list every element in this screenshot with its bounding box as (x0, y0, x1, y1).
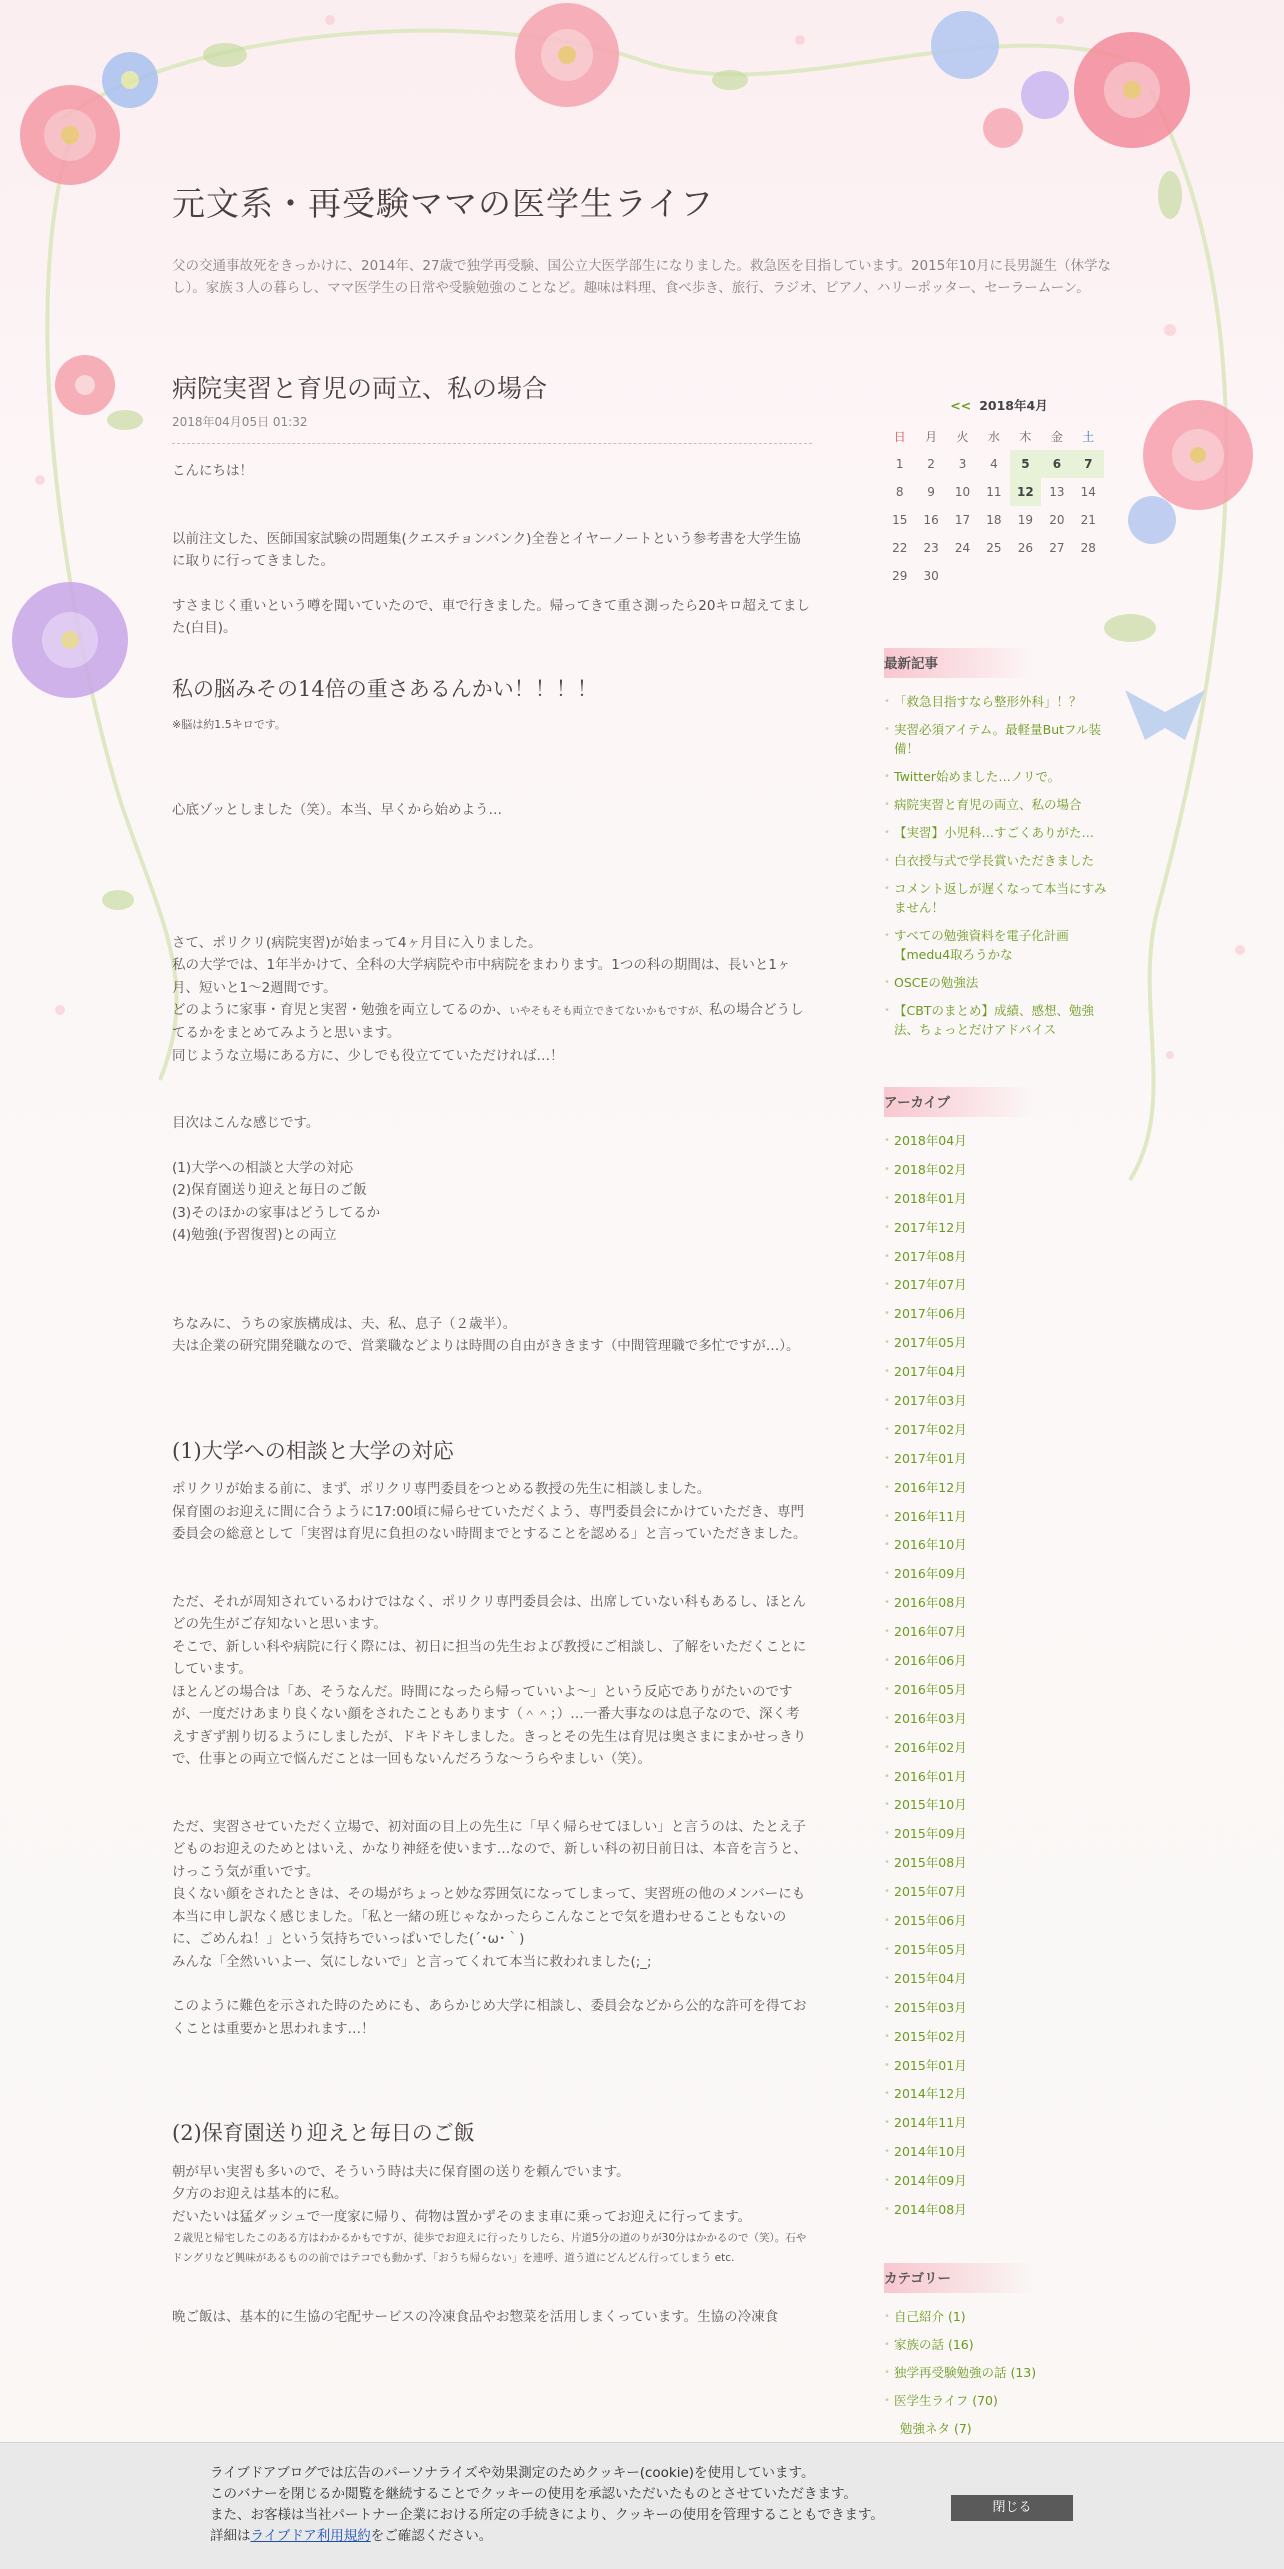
post-paragraph: ただ、実習させていただく立場で、初対面の目上の先生に「早く帰らせてほしい」と言うのは、たとえ子どものお迎えのためとはいえ、かなり神経を使います…なので、新しい科の初日前日は、本音を言うと、けっこう気が重いです。 (172, 1818, 808, 1880)
post-paragraph: さて、ポリクリ(病院実習)が始まって4ヶ月目に入りました。 (172, 934, 542, 951)
recent-post-link[interactable]: • 白衣授与式で学長賞いただきました (884, 851, 1114, 870)
calendar-day: 26 (1017, 541, 1034, 555)
recent-post-link[interactable]: • コメント返しが遅くなって本当にすみません！ (884, 879, 1114, 917)
calendar-day: 1 (895, 457, 904, 471)
sidebar (884, 396, 1114, 2438)
archive-link[interactable]: • 2017年07月 (884, 1275, 1114, 1294)
archive-link[interactable]: • 2016年11月 (884, 1507, 1114, 1526)
calendar-day: 14 (1080, 485, 1096, 499)
flower-top-left (20, 52, 158, 185)
archive-link[interactable]: • 2014年12月 (884, 2084, 1114, 2103)
calendar-day (1010, 562, 1042, 590)
section-2-body (172, 2161, 812, 2329)
archive-link[interactable]: • 2016年03月 (884, 1709, 1114, 1728)
calendar-table (884, 422, 1104, 590)
post-paragraph: 良くない顔をされたときは、その場がちょっと妙な雰囲気になってしまって、実習班の他のメンバーにも本当に申し訳なく感じました。「私と一緒の班じゃなかったらこんなことで気を遣わせることもないのに、ごめんね！」という気持ちでいっぱいでした(´･ω･｀) (172, 1886, 806, 1947)
calendar-week (884, 534, 1104, 562)
recent-posts-widget (884, 648, 1114, 1039)
post-date: 2018年04月05日 01:32 (172, 411, 812, 445)
calendar-weekday: 土 (1082, 429, 1095, 444)
small-text: いやそもそも両立できてないかもですが、 (509, 1005, 709, 1017)
calendar-weekday: 水 (987, 429, 1000, 444)
calendar-day (978, 562, 1009, 590)
calendar-day[interactable]: 5 (1010, 450, 1042, 478)
cookie-close-button[interactable]: 閉じる (951, 2495, 1073, 2521)
calendar-day: 27 (1049, 541, 1065, 555)
calendar-day (1041, 562, 1072, 590)
toc-item: (2)保育園送り迎えと毎日のご飯 (172, 1182, 367, 1198)
calendar-weekday: 木 (1019, 429, 1032, 444)
calendar-week (884, 478, 1104, 506)
archive-link[interactable]: • 2015年06月 (884, 1911, 1114, 1930)
calendar-header (884, 396, 1114, 414)
post-heading: 私の脳みその14倍の重さあるんかい！！！！ (172, 676, 598, 701)
archive-link[interactable]: • 2017年06月 (884, 1304, 1114, 1323)
archive-link[interactable]: • 2015年04月 (884, 1969, 1114, 1988)
post-paragraph: こんにちは！ (172, 463, 253, 479)
post-paragraph: すさまじく重いという噂を聞いていたので、車で行きました。帰ってきて重さ測ったら20キロ超えてました(白目)。 (172, 597, 810, 636)
archive-link[interactable]: • 2016年01月 (884, 1767, 1114, 1786)
recent-post-link[interactable]: • 【実習】小児科…すごくありがた… (884, 823, 1114, 842)
post-paragraph: 以前注文した、医師国家試験の問題集(クエスチョンバンク)全巻とイヤーノートという参考書を大学生協に取りに行ってきました。 (172, 530, 801, 569)
post-paragraph: 保育園のお迎えに間に合うように17:00頃に帰らせていただくよう、専門委員会にかけていただき、専門委員会の総意として「実習は育児に負担のない時間までとすることを認める」と言っていただきました。 (172, 1503, 807, 1542)
blog-description: 父の交通事故死をきっかけに、2014年、27歳で独学再受験、国公立大医学部生になりました。救急医を目指しています。2015年10月に長男誕生（休学なし）。家族３人の暮らし、ママ医学生の日常や受験勉強のことなど。趣味は料理、食べ歩き、旅行、ラジオ、ピアノ、ハリーポッター、セーラームーン。 (172, 258, 1111, 296)
post-paragraph: ポリクリが始まる前に、まず、ポリクリ専門委員をつとめる教授の先生に相談しました。 (172, 1481, 711, 1497)
toc-item: (4)勉強(予習復習)との両立 (172, 1227, 337, 1243)
calendar-day: 28 (1080, 541, 1096, 555)
post-paragraph: 同じような立場にある方に、少しでも役立てていただければ…！ (172, 1047, 564, 1064)
archive-link[interactable]: • 2018年01月 (884, 1189, 1114, 1208)
archive-link[interactable]: • 2016年02月 (884, 1738, 1114, 1757)
calendar-day: 24 (954, 541, 971, 555)
archive-link[interactable]: • 2015年10月 (884, 1795, 1114, 1814)
text-span: をご確認ください。 (370, 2528, 493, 2544)
toc-item: (1)大学への相談と大学の対応 (172, 1159, 354, 1176)
terms-link[interactable]: ライブドア利用規約 (250, 2528, 371, 2544)
post-title[interactable]: 病院実習と育児の両立、私の場合 (172, 374, 548, 403)
calendar-day: 11 (986, 485, 1002, 499)
calendar-day[interactable]: 12 (1010, 478, 1042, 506)
post-paragraph: このように難色を示された時のためにも、あらかじめ大学に相談し、委員会などから公的な許可を得ておくことは重要かと思われます…！ (172, 1998, 807, 2037)
archive-link[interactable]: • 2016年05月 (884, 1680, 1114, 1699)
archive-link[interactable]: • 2014年11月 (884, 2113, 1114, 2132)
recent-post-link[interactable]: • 病院実習と育児の両立、私の場合 (884, 795, 1114, 814)
category-link[interactable]: • 家族の話 (16) (884, 2335, 1114, 2354)
calendar-day[interactable]: 7 (1073, 450, 1104, 478)
post-paragraph: ただ、それが周知されているわけではなく、ポリクリ専門委員会は、出席していない科もあるし、ほとんどの先生がご存知ないと思います。 (172, 1593, 806, 1632)
calendar-weekday: 月 (925, 429, 938, 444)
archive-link[interactable]: • 2017年04月 (884, 1362, 1114, 1381)
cookie-line: このバナーを閉じるか閲覧を継続することでクッキーの使用を承認いただいたものとさせていただきます。 (210, 2486, 857, 2502)
calendar-day: 19 (1017, 513, 1034, 527)
post-paragraph: そこで、新しい科や病院に行く際には、初日に担当の先生および教授にご相談し、了解をいただくことにしています。 (172, 1638, 807, 1677)
archive-link[interactable]: • 2016年10月 (884, 1535, 1114, 1554)
subcategory-item[interactable]: 勉強ネタ (7) (900, 2420, 972, 2436)
post-paragraph: だいたいは猛ダッシュで一度家に帰り、荷物は置かずそのまま車に乗ってお迎えに行ってます。 (172, 2208, 752, 2225)
cookie-line: また、お客様は当社パートナー企業における所定の手続きにより、クッキーの使用を管理することもできます。 (210, 2507, 884, 2523)
archive-link[interactable]: • 2017年08月 (884, 1247, 1114, 1266)
archive-link[interactable]: • 2014年09月 (884, 2171, 1114, 2190)
calendar-day: 2 (927, 457, 935, 471)
archive-link[interactable]: • 2017年05月 (884, 1333, 1114, 1352)
archive-link[interactable]: • 2015年08月 (884, 1853, 1114, 1872)
calendar-month: 2018年4月 (979, 398, 1048, 413)
archive-link[interactable]: • 2015年02月 (884, 2027, 1114, 2046)
calendar-weekdays (884, 422, 1104, 450)
post-paragraph: 朝が早い実習も多いので、そういう時は夫に保育園の送りを頼んでいます。 (172, 2163, 630, 2180)
recent-post-link[interactable]: • 【CBTのまとめ】成績、感想、勉強法、ちょっとだけアドバイス (884, 1001, 1114, 1039)
archive-link[interactable]: • 2015年03月 (884, 1998, 1114, 2017)
calendar-day: 9 (927, 485, 935, 499)
post-paragraph (172, 999, 812, 1045)
archive-link[interactable]: • 2017年12月 (884, 1218, 1114, 1237)
family-info (172, 1313, 812, 1358)
flower-top-center (515, 3, 1190, 148)
archive-link[interactable]: • 2016年09月 (884, 1564, 1114, 1583)
calendar-day: 23 (923, 541, 939, 555)
calendar-day: 3 (958, 457, 967, 471)
archive-link[interactable]: • 2018年04月 (884, 1131, 1114, 1150)
post-paragraph: ほとんどの場合は「あ、そうなんだ。時間になったら帰っていいよ～」という反応でありがたいのですが、一度だけあまり良くない顔をされたこともあります（＾＾；）…一番大事なのは息子なので、深く考えすぎず割り切るようにしましたが、ドキドキしました。きっとその先生は育児は奥さまにまかせっきりで、仕事との両立で悩んだことは一回もないんだろうな～うらやましい（笑）。 (172, 1683, 807, 1767)
archive-list (884, 1131, 1114, 2219)
post-paragraph: 夕方のお迎えは基本的に私。 (172, 2186, 348, 2202)
category-list (884, 2307, 1114, 2410)
archive-link[interactable]: • 2018年02月 (884, 1160, 1114, 1179)
calendar-day: 15 (892, 513, 908, 527)
calendar-day: 30 (923, 569, 939, 583)
archive-link[interactable]: • 2016年08月 (884, 1593, 1114, 1612)
recent-post-link[interactable]: • OSCEの勉強法 (884, 973, 1114, 992)
calendar-weekday: 火 (956, 429, 969, 444)
post-paragraph: 夫は企業の研究開発職なので、営業職などよりは時間の自由がききます（中間管理職で多忙ですが…）。 (172, 1338, 800, 1354)
post-note: ※脳は約1.5キロです。 (172, 718, 286, 731)
recent-post-link[interactable]: • 実習必須アイテム。最軽量Butフル装備！ (884, 720, 1114, 758)
text-span: 詳細は (210, 2528, 251, 2544)
calendar-day: 16 (923, 513, 939, 527)
category-link[interactable]: • 自己紹介 (1) (884, 2307, 1114, 2326)
post-paragraph: 私の大学では、1年半かけて、全科の大学病院や市中病院をまわります。1つの科の期間は、長いと1ヶ月、短いと1〜2週間です。 (172, 957, 791, 996)
recent-posts-title: 最新記事 (884, 648, 1034, 678)
archive-link[interactable]: • 2014年10月 (884, 2142, 1114, 2161)
recent-posts-list (884, 692, 1114, 1039)
cookie-line: ライブドアブログでは広告のパーソナライズや効果測定のためクッキー(cookie)を使用しています。 (210, 2465, 815, 2481)
calendar-week (884, 562, 1104, 590)
archive-link[interactable]: • 2016年07月 (884, 1622, 1114, 1641)
calendar-day: 21 (1080, 513, 1096, 527)
post-article (172, 374, 812, 2329)
archive-link[interactable]: • 2017年02月 (884, 1420, 1114, 1439)
recent-post-link[interactable]: • すべての勉強資料を電子化計画【medu4取ろうかな (884, 926, 1114, 964)
calendar-day: 4 (990, 457, 998, 471)
section-heading-1: (1)大学への相談と大学の対応 (172, 1438, 454, 1463)
section-heading-2: (2)保育園送り迎えと毎日のご飯 (172, 2121, 475, 2145)
archive-link[interactable]: • 2017年01月 (884, 1449, 1114, 1468)
cookie-line (210, 2526, 884, 2547)
calendar-day: 20 (1049, 513, 1065, 527)
category-link[interactable]: • 独学再受験勉強の話 (13) (884, 2363, 1114, 2382)
calendar-weekday: 金 (1050, 429, 1063, 444)
cookie-banner (0, 2442, 1284, 2569)
recent-post-link[interactable]: • Twitter始めました…ノリで。 (884, 767, 1114, 786)
text-span: 私の場合どうしてるかをまとめてみようと思います。 (172, 1002, 804, 1041)
toc-list (172, 1157, 812, 1247)
calendar-day: 13 (1049, 485, 1065, 499)
archive-link[interactable]: • 2015年09月 (884, 1824, 1114, 1843)
section-1-body (172, 1478, 812, 2040)
category-widget (884, 2263, 1114, 2438)
archive-widget (884, 1087, 1114, 2219)
archive-link[interactable]: • 2015年07月 (884, 1882, 1114, 1901)
calendar-day (947, 562, 978, 590)
calendar-day: 17 (954, 513, 971, 527)
archive-link[interactable]: • 2015年01月 (884, 2056, 1114, 2075)
archive-link[interactable]: • 2016年06月 (884, 1651, 1114, 1670)
category-link[interactable]: • 医学生ライフ (70) (884, 2391, 1114, 2410)
post-paragraph: 心底ゾッとしました（笑）。本当、早くから始めよう… (172, 802, 502, 818)
calendar-day: 18 (986, 513, 1002, 527)
toc-item: (3)そのほかの家事はどうしてるか (172, 1204, 381, 1221)
cookie-text (210, 2463, 884, 2547)
post-paragraph: 晩ご飯は、基本的に生協の宅配サービスの冷凍食品やお惣菜を活用しまくっています。生協の冷凍食 (172, 2309, 779, 2325)
archive-link[interactable]: • 2017年03月 (884, 1391, 1114, 1410)
calendar-day[interactable]: 6 (1041, 450, 1072, 478)
flower-right (1125, 400, 1253, 740)
calendar-prev-link[interactable]: << (950, 398, 972, 413)
recent-post-link[interactable]: • 「救急目指すなら整形外科」！？ (884, 692, 1114, 711)
post-paragraph: みんな「全然いいよー、気にしないで」と言ってくれて本当に救われました(;_; (172, 1953, 652, 1970)
calendar-day: 29 (892, 569, 908, 583)
post-paragraph: ちなみに、うちの家族構成は、夫、私、息子（２歳半）。 (172, 1315, 517, 1332)
category-title: カテゴリー (884, 2263, 1034, 2293)
blog-title[interactable]: 元文系・再受験ママの医学生ライフ (172, 184, 715, 223)
calendar-day (1073, 562, 1104, 590)
toc-intro: 目次はこんな感じです。 (172, 1115, 320, 1131)
calendar-week (884, 506, 1104, 534)
calendar-day: 10 (954, 485, 971, 499)
calendar-week (884, 450, 1104, 478)
archive-link[interactable]: • 2016年12月 (884, 1478, 1114, 1497)
flower-left (12, 355, 128, 698)
calendar-weekday: 日 (893, 429, 906, 444)
calendar-day: 25 (986, 541, 1002, 555)
calendar-day: 22 (892, 541, 908, 555)
archive-link[interactable]: • 2015年05月 (884, 1940, 1114, 1959)
blog-header (172, 178, 1112, 299)
archive-title: アーカイブ (884, 1087, 1034, 1117)
post-note: ２歳児と帰宅したこのある方はわかるかもですが、徒歩でお迎えに行ったりしたら、片道5分の道のりが30分はかかるので（笑）。石やドングリなど興味があるものの前ではテコでも動かず、「おうち帰らない」を連呼、道う道にどんどん行ってしまう etc. (172, 2232, 807, 2264)
calendar-day: 8 (895, 485, 904, 499)
archive-link[interactable]: • 2014年08月 (884, 2200, 1114, 2219)
post-section-intro (172, 932, 812, 1068)
text-span: どのように家事・育児と実習・勉強を両立してるのか、 (172, 1002, 510, 1018)
